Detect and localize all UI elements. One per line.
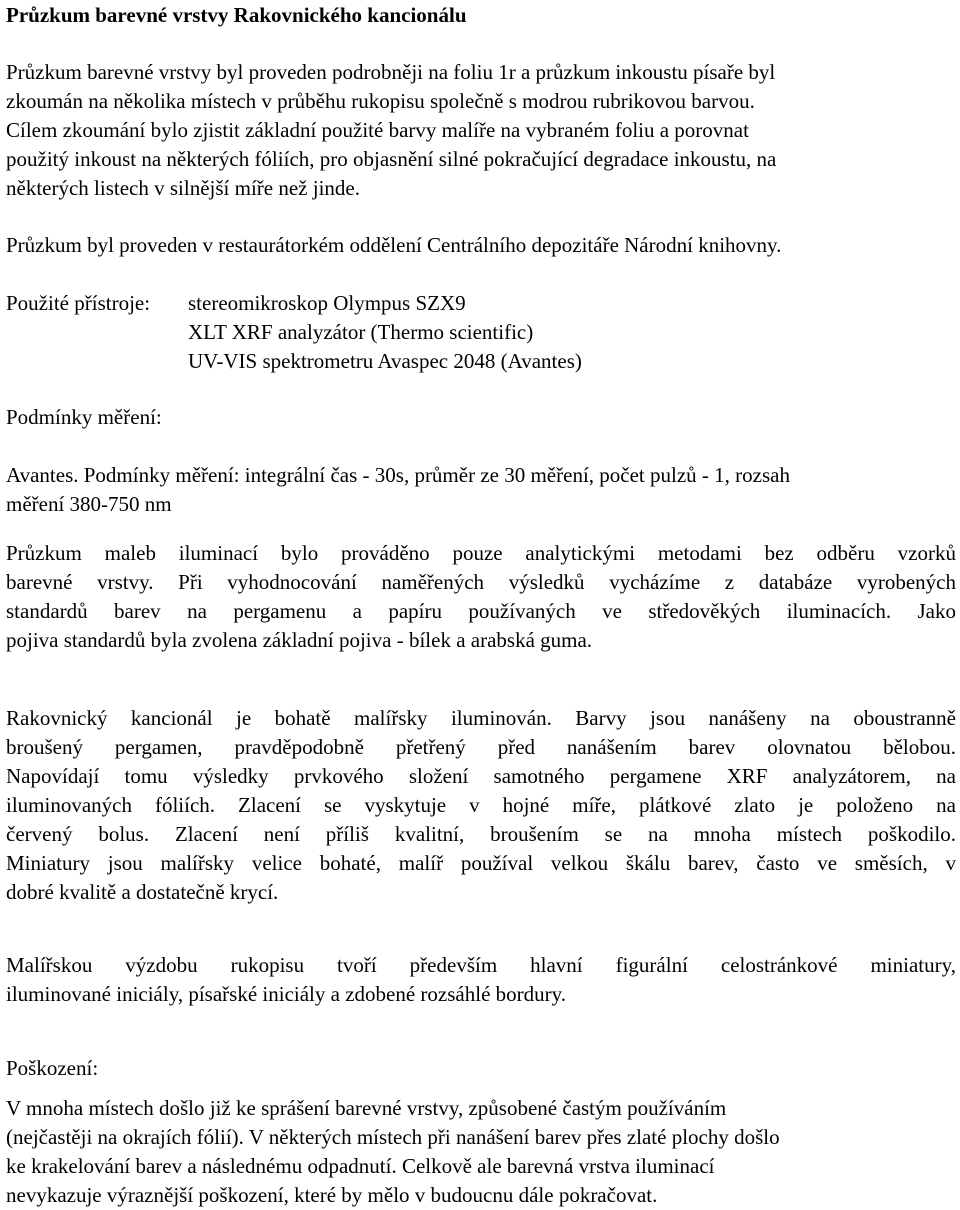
text-line: Rakovnický kancionál je bohatě malířsky iluminován. Barvy jsou nanášeny na oboustranně [6, 706, 956, 730]
text-line: některých listech v silnější míře než jinde. [6, 176, 360, 200]
text-line: ke krakelování barev a následnému odpadnutí. Celkově ale barevná vrstva iluminací [6, 1154, 715, 1178]
text-line: použitý inkoust na některých fóliích, pro objasnění silné pokračující degradace inkoustu, na [6, 147, 777, 171]
conditions-label: Podmínky měření: [6, 405, 162, 429]
text-line: iluminované iniciály, písařské iniciály a zdobené rozsáhlé bordury. [6, 982, 567, 1006]
text-line: Miniatury jsou malířsky velice bohaté, malíř používal velkou škálu barev, často ve směsích, v [6, 851, 956, 875]
text-line: Avantes. Podmínky měření: integrální čas - 30s, průměr ze 30 měření, počet pulzů - 1, rozsah [6, 463, 790, 487]
instruments-label: Použité přístroje: [6, 291, 151, 315]
page-title: Průzkum barevné vrstvy Rakovnického kancionálu [6, 3, 467, 27]
text-line: barevné vrstvy. Při vyhodnocování naměřených výsledků vycházíme z databáze vyrobených [6, 570, 956, 594]
text-line: Průzkum maleb iluminací bylo prováděno pouze analytickými metodami bez odběru vzorků [6, 541, 956, 565]
text-line: pojiva standardů byla zvolena základní pojiva - bílek a arabská guma. [6, 628, 593, 652]
text-line: měření 380-750 nm [6, 492, 172, 516]
text-line: Napovídají tomu výsledky prvkového složení samotného pergamene XRF analyzátorem, na [6, 764, 956, 788]
text-line: broušený pergamen, pravděpodobně přetřený před nanášením barev olovnatou bělobou. [6, 735, 956, 759]
instrument-item: XLT XRF analyzátor (Thermo scientific) [188, 320, 534, 344]
text-line: Průzkum barevné vrstvy byl proveden podrobněji na foliu 1r a průzkum inkoustu písaře byl [6, 60, 776, 84]
location-paragraph: Průzkum byl proveden v restaurátorkém oddělení Centrálního depozitáře Národní knihovny. [6, 233, 782, 257]
text-line: Cílem zkoumání bylo zjistit základní použité barvy malíře na vybraném foliu a porovnat [6, 118, 749, 142]
text-line: (nejčastěji na okrajích fólií). V některých místech při nanášení barev přes zlaté plochy došlo [6, 1125, 780, 1149]
damage-label: Poškození: [6, 1056, 99, 1080]
text-line: standardů barev na pergamenu a papíru používaných ve středověkých iluminacích. Jako [6, 599, 956, 623]
text-line: dobré kvalitě a dostatečně krycí. [6, 880, 279, 904]
text-line: červený bolus. Zlacení není příliš kvalitní, broušením se na mnoha místech poškodilo. [6, 822, 956, 846]
text-line: zkoumán na několika místech v průběhu rukopisu společně s modrou rubrikovou barvou. [6, 89, 755, 113]
text-line: nevykazuje výraznější poškození, které by mělo v budoucnu dále pokračovat. [6, 1183, 658, 1207]
text-line: iluminovaných fóliích. Zlacení se vyskytuje v hojné míře, plátkové zlato je položeno na [6, 793, 956, 817]
instrument-item: UV-VIS spektrometru Avaspec 2048 (Avantes) [188, 349, 582, 373]
instrument-item: stereomikroskop Olympus SZX9 [188, 291, 466, 315]
text-line: Malířskou výzdobu rukopisu tvoří především hlavní figurální celostránkové miniatury, [6, 953, 956, 977]
text-line: V mnoha místech došlo již ke sprášení barevné vrstvy, způsobené častým používáním [6, 1096, 727, 1120]
